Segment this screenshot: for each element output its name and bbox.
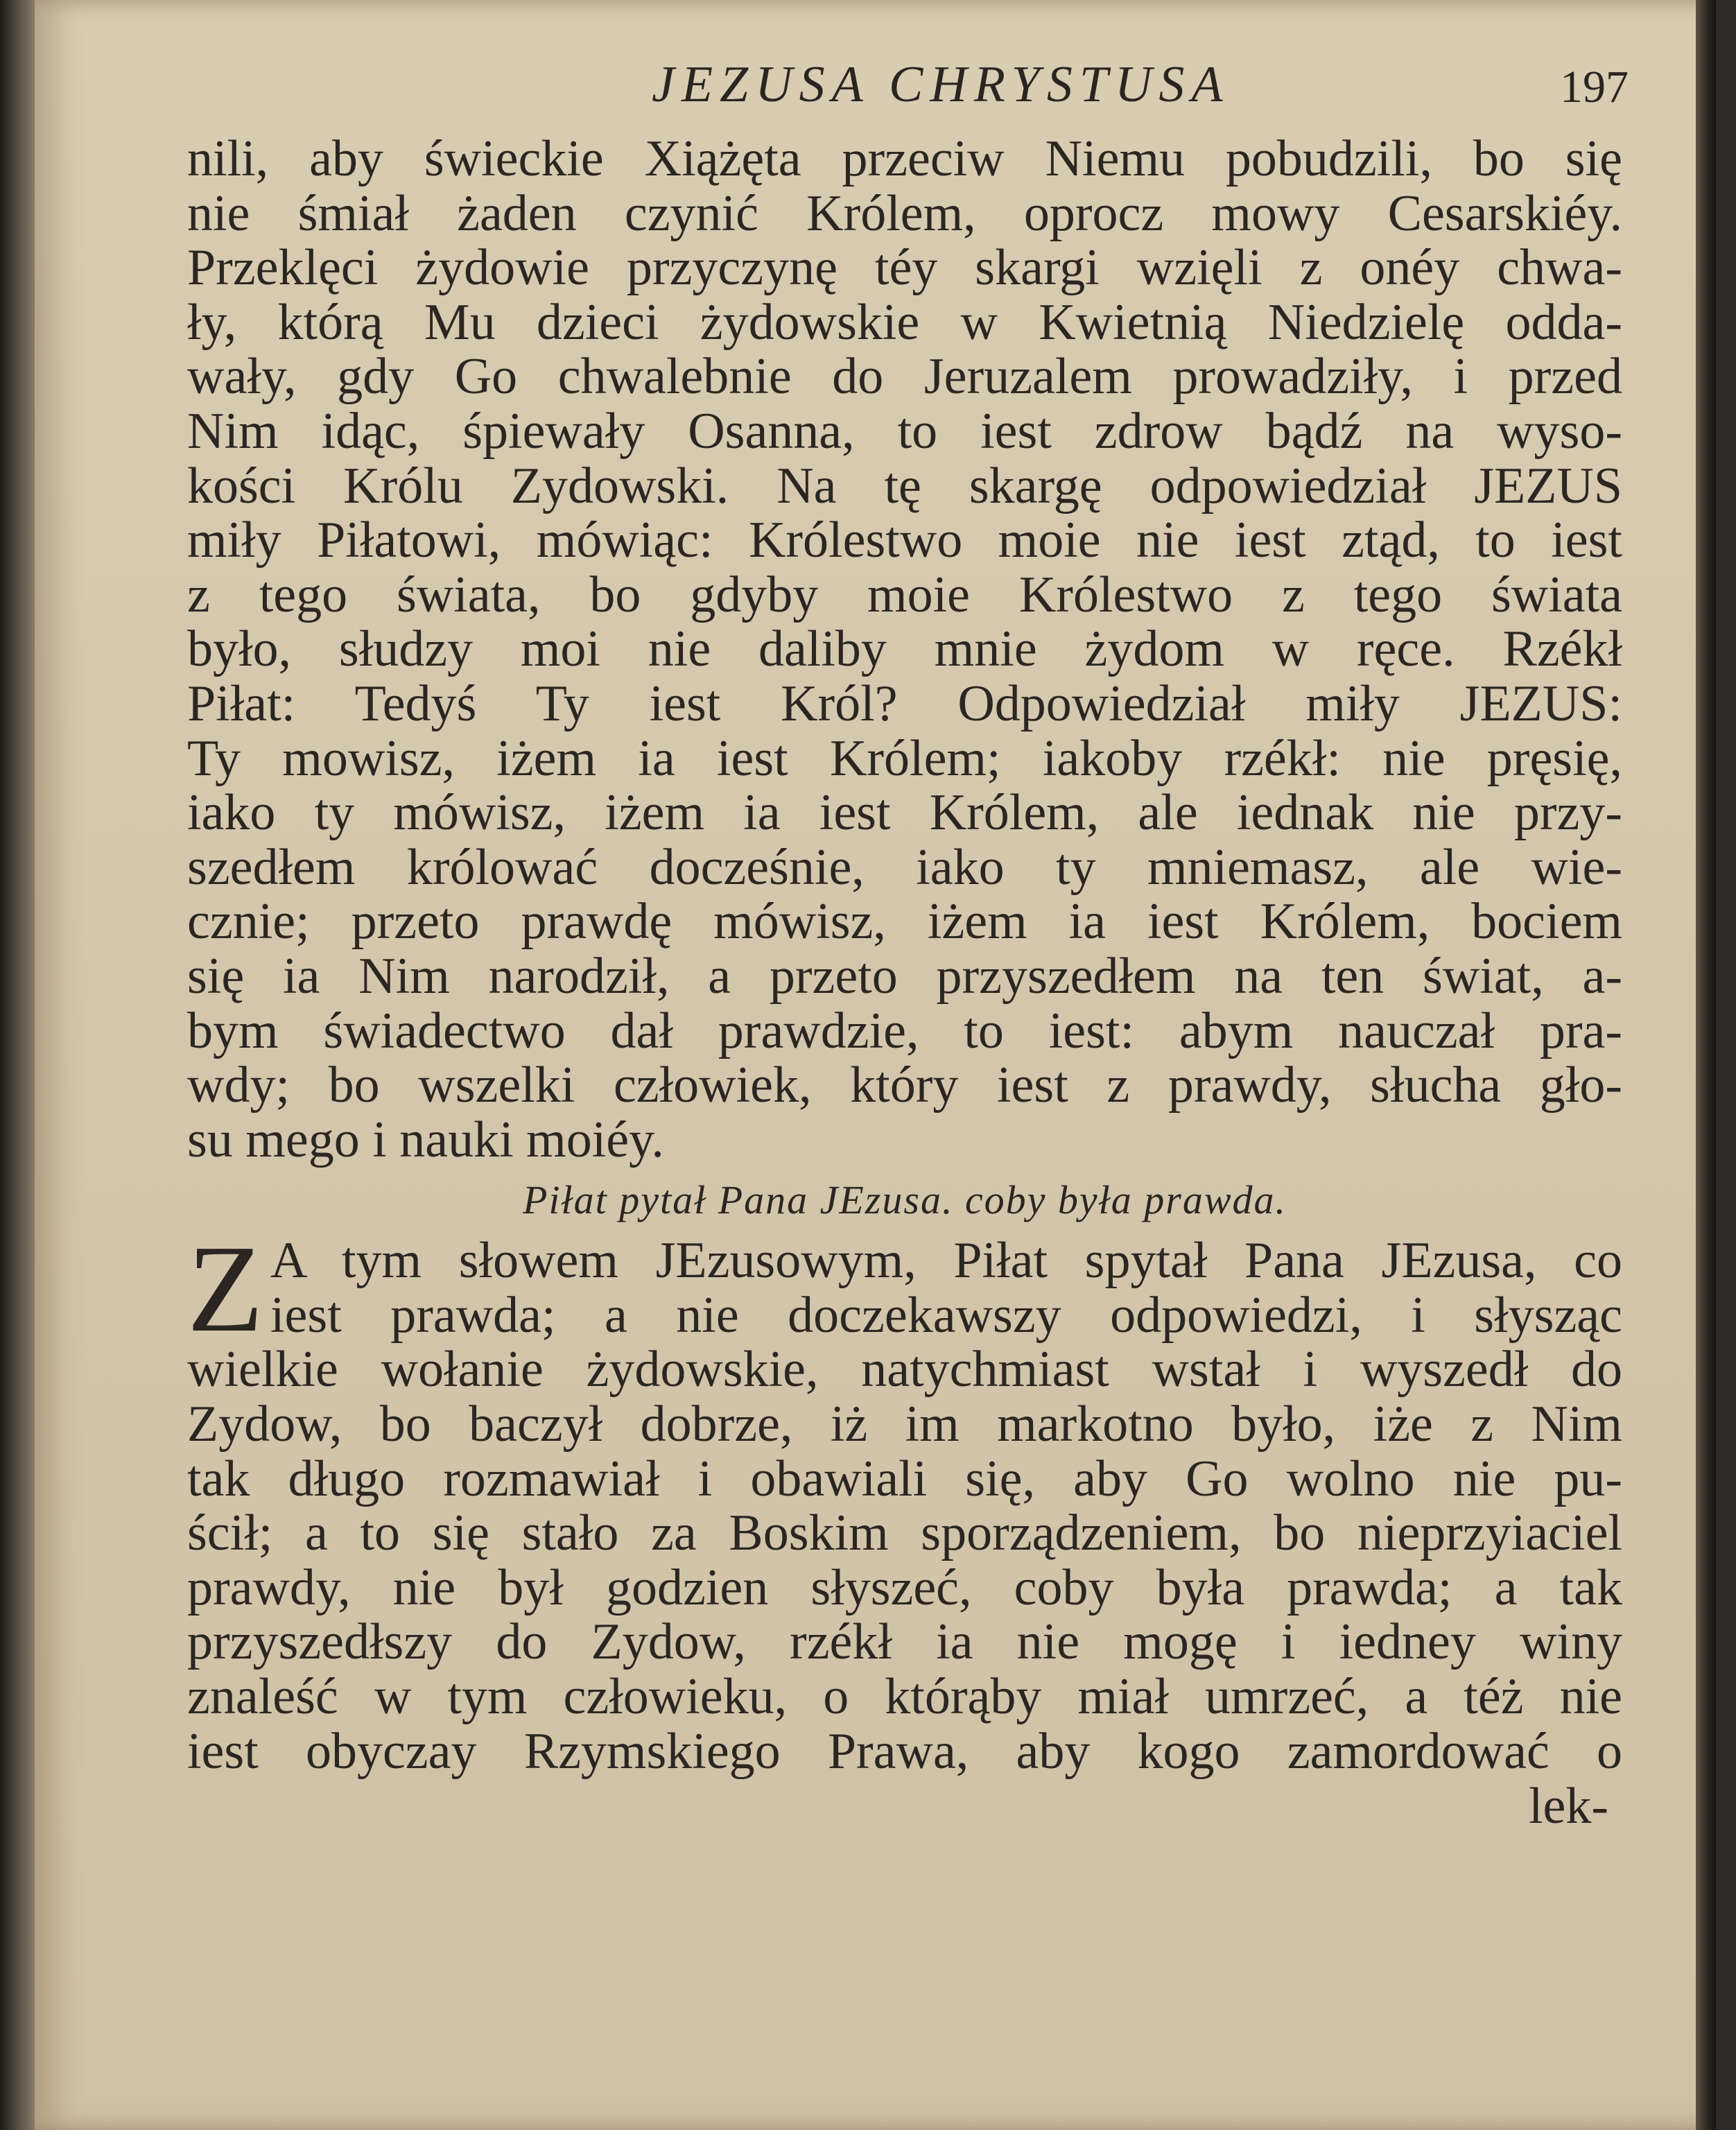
page-edge <box>1696 0 1716 2130</box>
text-line: z tego świata, bo gdyby moie Królestwo z tego świata <box>187 566 1622 623</box>
running-head: JEZUSA CHRYSTUSA <box>652 56 1230 113</box>
text-line: A tym słowem JEzusowym, Piłat spytał Pana JEzusa, co <box>270 1232 1622 1290</box>
text-line: było, słudzy moi nie daliby mnie żydom w ręce. Rzékł <box>187 621 1622 678</box>
text-line: Zydow, bo baczył dobrze, iż im markotno było, iże z Nim <box>187 1396 1622 1453</box>
text-line: się ia Nim narodził, a przeto przyszedłem na ten świat, a- <box>187 947 1622 1005</box>
book-page <box>35 0 1716 2130</box>
text-line: iest prawda; a nie doczekawszy odpowiedzi, i słysząc <box>270 1286 1622 1344</box>
text-line: Nim idąc, śpiewały Osanna, to iest zdrow bądź na wyso- <box>187 402 1622 460</box>
body-text <box>187 132 1622 1834</box>
paragraph-1 <box>187 132 1622 1167</box>
text-line: nili, aby świeckie Xiążęta przeciw Niemu pobudzili, bo się <box>187 130 1622 187</box>
section-heading: Piłat pytał Pana JEzusa. coby była prawda. <box>522 1177 1287 1223</box>
paragraph-2 <box>187 1220 1622 1780</box>
text-line: ły, którą Mu dzieci żydowskie w Kwietnią Niedzielę odda- <box>187 293 1622 351</box>
text-line: wały, gdy Go chwalebnie do Jeruzalem prowadziły, i przed <box>187 348 1622 406</box>
text-line: Ty mowisz, iżem ia iest Królem; iakoby rzékł: nie pręsię, <box>187 729 1622 787</box>
text-line: przyszedłszy do Zydow, rzékł ia nie mogę i iedney winy <box>187 1613 1622 1671</box>
page-header <box>35 55 1716 132</box>
text-line: miły Piłatowi, mówiąc: Królestwo moie nie iest ztąd, to iest <box>187 512 1622 569</box>
text-line: wielkie wołanie żydowskie, natychmiast wstał i wyszedł do <box>187 1341 1622 1399</box>
text-line: szedłem królować docześnie, iako ty mniemasz, ale wie- <box>187 838 1622 896</box>
drop-cap: Z <box>187 1220 263 1358</box>
text-line: wdy; bo wszelki człowiek, który iest z prawdy, słucha gło- <box>187 1057 1622 1114</box>
text-line: kości Królu Zydowski. Na tę skargę odpowiedział JEZUS <box>187 457 1622 514</box>
text-line: bym świadectwo dał prawdzie, to iest: abym nauczał pra- <box>187 1002 1622 1059</box>
text-line: cznie; przeto prawdę mówisz, iżem ia iest Królem, bociem <box>187 893 1622 951</box>
text-line: iest obyczay Rzymskiego Prawa, aby kogo zamordować o <box>187 1722 1622 1780</box>
text-line: znaleść w tym człowieku, o którąby miał umrzeć, a téż nie <box>187 1668 1622 1726</box>
text-line: iako ty mówisz, iżem ia iest Królem, ale iednak nie przy- <box>187 784 1622 842</box>
catchword: lek- <box>1528 1778 1608 1835</box>
text-line: tak długo rozmawiał i obawiali się, aby Go wolno nie pu- <box>187 1450 1622 1507</box>
book-gutter <box>0 0 35 2130</box>
text-line: ścił; a to się stało za Boskim sporządzeniem, bo nieprzyiaciel <box>187 1505 1622 1562</box>
text-line: su mego i nauki moiéy. <box>187 1111 664 1168</box>
text-line: Przeklęci żydowie przyczynę téy skargi wzięli z onéy chwa- <box>187 239 1622 297</box>
text-line: nie śmiał żaden czynić Królem, oprocz mowy Cesarskiéy. <box>187 184 1622 242</box>
page-number: 197 <box>1560 62 1629 112</box>
text-line: Piłat: Tedyś Ty iest Król? Odpowiedział miły JEZUS: <box>187 675 1622 732</box>
text-line: prawdy, nie był godzien słyszeć, coby była prawda; a tak <box>187 1559 1622 1616</box>
